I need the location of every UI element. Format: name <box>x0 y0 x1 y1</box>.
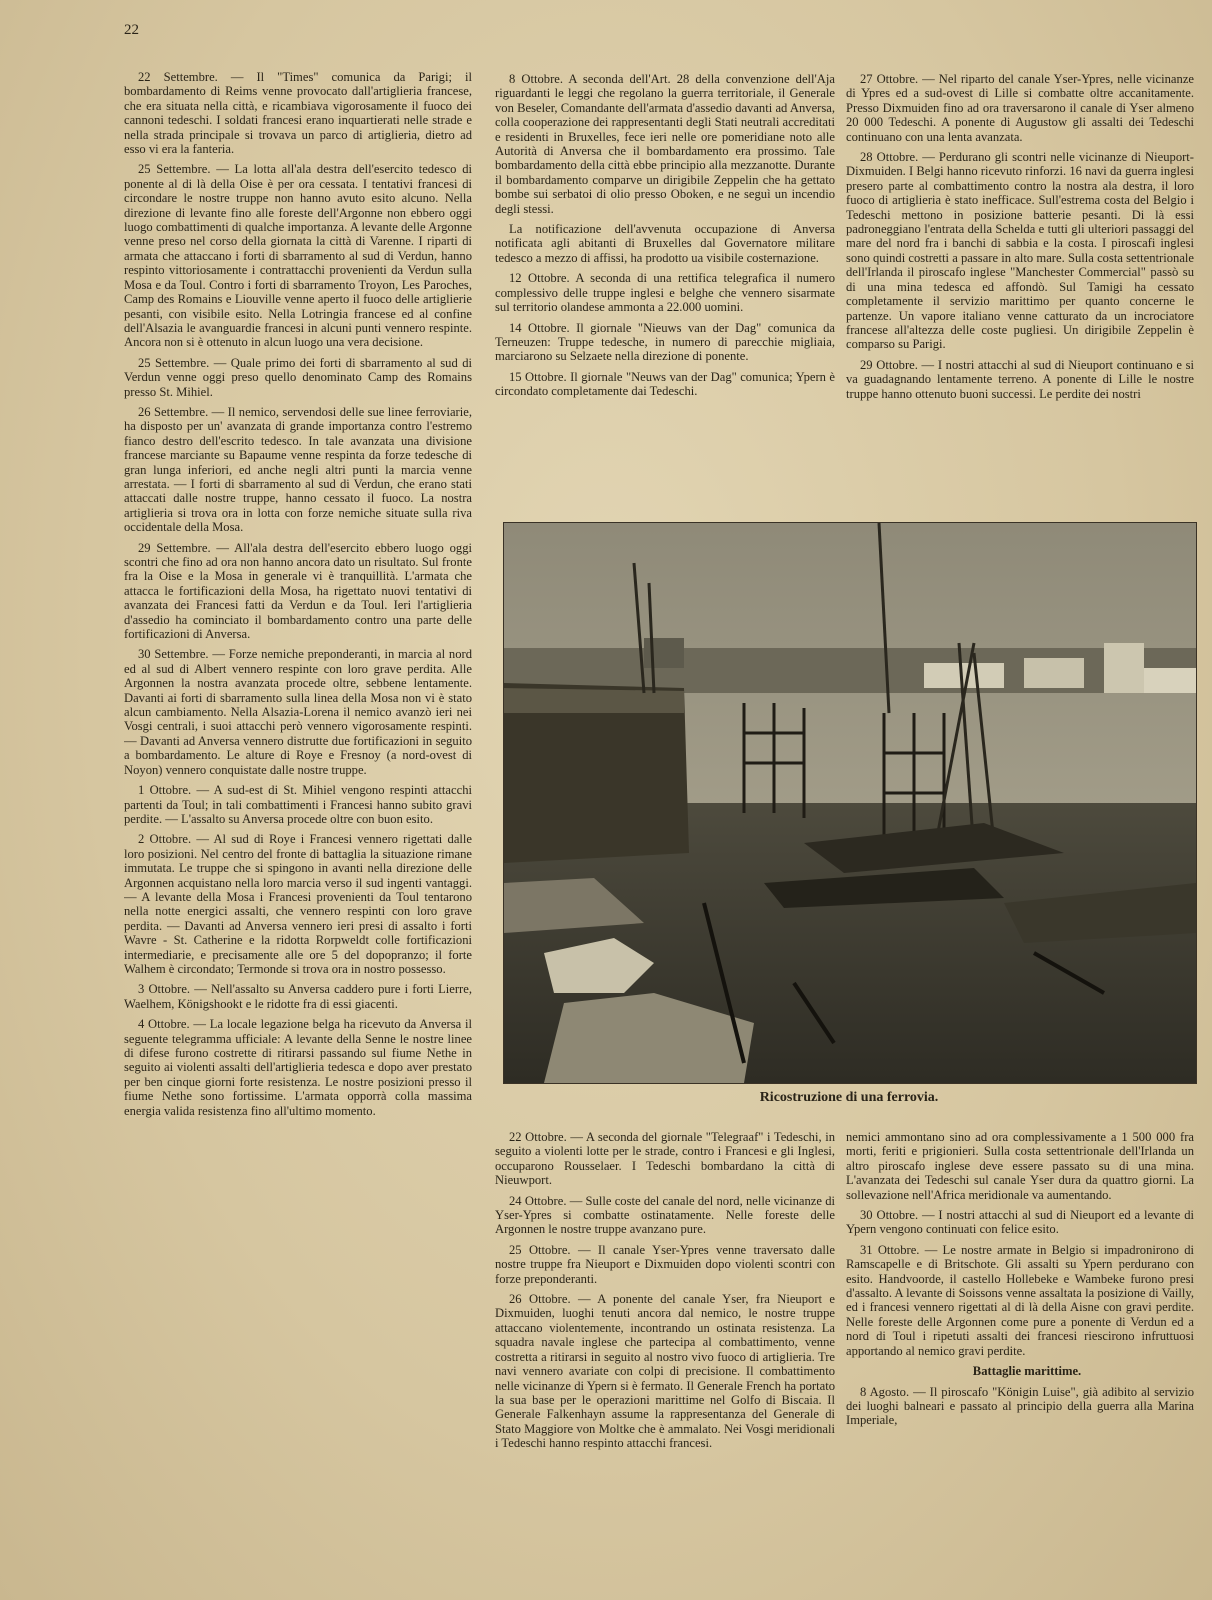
paragraph: 12 Ottobre. A seconda di una rettifica telegrafica il numero complessivo delle truppe inglesi e belghe che vennero sisarmate sul territorio olandese ammonta a 22.000 uomini. <box>495 271 835 315</box>
paragraph: 28 Ottobre. — Perdurano gli scontri nelle vicinanze di Nieuport-Dixmuiden. I Belgi hanno ricevuto rinforzi. 16 navi da guerra inglesi presero parte al combattimento contro la nostra ala destra, il loro fuoco di artiglieria è stato inefficace. Sull'estrema costa del Belgio i Tedeschi mettono in posizione batterie pesanti. Di là essi padroneggiano l'entrata della Schelda e tutti gli ulteriori passaggi del mare del nord fra i banchi di sabbia e la costa. I piroscafi inglesi sono quindi costretti a passare in alto mare. Sulla costa settentrionale dell'Irlanda il piroscafo inglese "Manchester Commercial" passò su di una mina tedesca ed affondò. Sul Tamigi ha cessato completamente il servizio marittimo per quanto concerne le partenze. Un vapore italiano venne catturato da un incrociatore francese all'altezza delle coste pugliesi. Un dirigibile Zeppelin è comparso su Parigi. <box>846 150 1194 352</box>
paragraph: 25 Settembre. — La lotta all'ala destra dell'esercito tedesco di ponente al di là della Oise è per ora cessata. I tentativi francesi di circondare le nostre truppe non hanno avuto esito alcuno. Nella direzione di levante fino alle foreste dell'Argonne non ebbero oggi luogo combattimenti di qualche importanza. A levante delle Argonne venne preso nel corso della giornata la città di Varenne. I riparti di armata che attaccano i forti di sbarramento al sud di Verdun, hanno respinto vittoriosamente i contrattacchi provenienti da Verdun sulla Mosa e da Toul. Contro i forti di sbarramento Troyon, Les Paroches, Camp des Romains e Liouville venne aperto il fuoco delle artiglierie pesanti, con visibile esito. Nella Lotringia francese ed al confine dell'Alsazia le avanguardie francesi in alcuni punti vennero respinte. Ancora non si è ottenuto in alcun luogo una vera decisione. <box>124 162 472 350</box>
paragraph: 26 Settembre. — Il nemico, servendosi delle sue linee ferroviarie, ha disposto per un' avanzata di grande importanza contro l'estremo fianco destro dell'escrito tedesco. In tale avanzata una divisione francese marciante su Bapaume venne respinta da forze tedesche di gran lunga inferiori, ed anche negli altri punti la marcia venne arrestata. — I forti di sbarramento al sud di Verdun, che erano stati attaccati dalle nostre truppe, hanno cessato il fuoco. La nostra artiglieria si trova ora in lotta con forze nemiche situate sulla riva occidentale della Mosa. <box>124 404 472 535</box>
paragraph: 22 Ottobre. — A seconda del giornale "Telegraaf" i Tedeschi, in seguito a violenti lotte per le strade, contro i Francesi e gli Inglesi, occuparono Rousselaer. I Tedeschi bombardano la città di Nieuwport. <box>495 1130 835 1188</box>
paragraph: 8 Ottobre. A seconda dell'Art. 28 della convenzione dell'Aja riguardanti le leggi che regolano la guerra territoriale, il Generale von Beseler, Comandante dell'armata d'assedio davanti ad Anversa, colla cooperazione dei rappresentanti degli Stati neutrali accreditati e residenti in Bruxelles, fece ieri nelle ore pomeridiane noto alle Autorità di Anversa che il bombardamento era prossimo. Tale bombardamento della città ebbe principio alla mezzanotte. Durante il bombardamento comparve un dirigibile Zeppelin che ha gettato bombe sui serbatoi di olio presso Oboken, e ne seguì un incendio degli stessi. <box>495 72 835 216</box>
paragraph: 24 Ottobre. — Sulle coste del canale del nord, nelle vicinanze di Yser-Ypres si combatte ostinatamente. Nelle foreste delle Argonnen le nostre truppe avanzano pure. <box>495 1193 835 1237</box>
paragraph: 14 Ottobre. Il giornale "Nieuws van der Dag" comunica da Terneuzen: Truppe tedesche, in numero di parecchie migliaia, marciarono su Selzaete nella direzione di ponente. <box>495 320 835 364</box>
paragraph: 2 Ottobre. — Al sud di Roye i Francesi vennero rigettati dalle loro posizioni. Nel centro del fronte di battaglia la situazione rimane immutata. Le truppe che si spingono in avanti nella direzione delle Argonnen acquistano nella loro marcia verso il sud ingenti vantaggi. — A levante della Mosa i Francesi provenienti da Toul tentarono nella notte energici assalti, che vennero respinti con loro grave perdita. — Davanti ad Anversa vennero ieri presi di assalto i forti Wavre - St. Catherine e la ridotta Rorpweldt colle fortificazioni intermediarie, e precisamente alle ore 5 del dopopranzo; il forte Walhem è circondato; Termonde si trova ora in nostro possesso. <box>124 832 472 976</box>
paragraph: 22 Settembre. — Il "Times" comunica da Parigi; il bombardamento di Reims venne provocato dall'artiglieria francese, che era situata nella città, e ricambiava vigorosamente il fuoco dei cannoni tedeschi. I soldati francesi erano inquartierati nelle strade e nella strada principale si trovava un parco di artiglieria, dietro ad esso vi era la fanteria. <box>124 70 472 157</box>
paragraph: 3 Ottobre. — Nell'assalto su Anversa caddero pure i forti Lierre, Waelhem, Königshookt e le ridotte fra di essi giacenti. <box>124 982 472 1011</box>
photo-illustration <box>504 523 1196 1083</box>
paragraph: 31 Ottobre. — Le nostre armate in Belgio si impadronirono di Ramscapelle e di Britschote. Gli assalti su Ypern perdurano con esito. Handvoorde, il castello Hollebeke e Wambeke furono presi d'assalto. A levante di Soissons venne assaltata la posizione di Vailly, ed i francesi vennero rigettati al di là della Aisne con gravi perdite. Nelle foreste delle Argonnen come pure a ponente di Verdun ed a nord di Toul i ripetuti assalti dei francesi riescirono infruttuosi apportando al nemico gravi perdite. <box>846 1242 1194 1358</box>
text-column-1 <box>124 70 472 1590</box>
railway-reconstruction-photo <box>503 522 1197 1084</box>
paragraph: 15 Ottobre. Il giornale "Neuws van der Dag" comunica; Ypern è circondato completamente dai Tedeschi. <box>495 369 835 399</box>
paragraph: 26 Ottobre. — A ponente del canale Yser, fra Nieuport e Dixmuiden, luoghi tenuti ancora dal nemico, le nostre truppe attaccano violentemente, incontrando un ostinata resistenza. La squadra navale inglese che partecipa al combattimento, venne costretta a ritirarsi in seguito al nostro vivo fuoco di artiglieria. Tre navi vennero avariate con colpi di precisione. Il combattimento nelle vicinanze di Ypern si è fermato. Il Generale French ha portato la sua base per le operazioni marittime nel Golfo di Biscaia. Il Generale Falkenhayn assume la rappresentanza del Generale di Stato Maggiore von Moltke che è ammalato. Nei Vosgi meridionali i Tedeschi hanno respinto attacchi francesi. <box>495 1292 835 1451</box>
paragraph: 8 Agosto. — Il piroscafo "Königin Luise", già adibito al servizio dei luoghi balneari e passato al principio della guerra alla Marina Imperiale, <box>846 1384 1194 1428</box>
paragraph: 25 Settembre. — Quale primo dei forti di sbarramento al sud di Verdun venne oggi preso quello denominato Camp des Romains presso St. Mihiel. <box>124 355 472 399</box>
paragraph: 29 Settembre. — All'ala destra dell'esercito ebbero luogo oggi scontri che fino ad ora non hanno ancora dato un risultato. Sul fronte fra la Oise e la Mosa in generale vi è tranquillità. L'armata che attacca le fortificazioni della Mosa, ha rigettato nuovi tentativi di avanzata dei Francesi fatti da Verdun e da Toul. Ieri l'artiglieria d'assedio ha cominciato il bombardamento contro una parte delle fortificazioni di Anversa. <box>124 540 472 642</box>
paragraph: 25 Ottobre. — Il canale Yser-Ypres venne traversato dalle nostre truppe fra Nieuport e Dixmuiden dopo violenti scontri con forze preponderanti. <box>495 1242 835 1286</box>
text-column-4 <box>495 1130 835 1595</box>
page-number: 22 <box>124 22 139 38</box>
paragraph: 29 Ottobre. — I nostri attacchi al sud di Nieuport continuano e si va guadagnando lentamente terreno. A ponente di Lille le nostre truppe hanno ottenuto buoni successi. Le perdite dei nostri <box>846 357 1194 401</box>
figure-caption: Ricostruzione di una ferrovia. <box>759 1090 939 1105</box>
paragraph: 27 Ottobre. — Nel riparto del canale Yser-Ypres, nelle vicinanze di Ypres ed a sud-ovest di Lille si combatte oltre accanitamente. Presso Dixmuiden fino ad ora traversarono il canale di Yser almeno 20 000 Tedeschi. A ponente di Augustow gli assalti dei Tedeschi continuano con una lenta avanzata. <box>846 72 1194 144</box>
text-column-5 <box>846 1130 1194 1595</box>
paragraph: nemici ammontano sino ad ora complessivamente a 1 500 000 fra morti, feriti e prigionieri. Sulla costa settentrionale dell'Irlanda un altro piroscafo inglese deve essere passato su di una mina. L'avanzata dei Tedeschi sul canale Yser dura da quattro giorni. La sollevazione nell'Africa meridionale va aumentando. <box>846 1130 1194 1202</box>
text-column-2 <box>495 72 835 502</box>
paragraph: 4 Ottobre. — La locale legazione belga ha ricevuto da Anversa il seguente telegramma ufficiale: A levante della Senne le nostre linee di difese furono costrette di ritirarsi passando sul fiume Nethe in seguito ai violenti assalti dell'artiglieria tedesca e dopo aver prestato per ben cinque giorni forte resistenza. Le nostre posizioni presso il fiume Nethe sono fortissime. L'armata opporrà colla massima energia valida resistenza fino all'ultimo momento. <box>124 1017 472 1118</box>
section-heading: Battaglie marittime. <box>972 1364 1082 1379</box>
paragraph: 30 Settembre. — Forze nemiche preponderanti, in marcia al nord ed al sud di Albert vennero respinte con loro grave perdita. Alle Argonnen la nostra avanzata procede oltre, sebbene lentamente. Davanti ai forti di sbarramento sulla linea della Mosa non vi è stato alcun cambiamento. Nella Alsazia-Lorena il nemico avanzò ieri nei Vosgi centrali, i suoi attacchi però vennero vigorosamente respinti. — Davanti ad Anversa vennero distrutte due fortificazioni in seguito a bombardamento. Le alture di Roye e Fresnoy (a nord-ovest di Noyon) vennero conquistate dalle nostre truppe. <box>124 647 472 777</box>
text-column-3 <box>846 72 1194 502</box>
paragraph: La notificazione dell'avvenuta occupazione di Anversa notificata agli abitanti di Bruxelles dal Governatore militare tedesco a mezzo di affissi, ha prodotto ua visibile costernazione. <box>495 222 835 265</box>
paragraph: 1 Ottobre. — A sud-est di St. Mihiel vengono respinti attacchi partenti da Toul; in tali combattimenti i Francesi hanno subito gravi perdite. — L'assalto su Anversa procede oltre con buon esito. <box>124 783 472 826</box>
paragraph: 30 Ottobre. — I nostri attacchi al sud di Nieuport ed a levante di Ypern vengono continuati con felice esito. <box>846 1208 1194 1237</box>
